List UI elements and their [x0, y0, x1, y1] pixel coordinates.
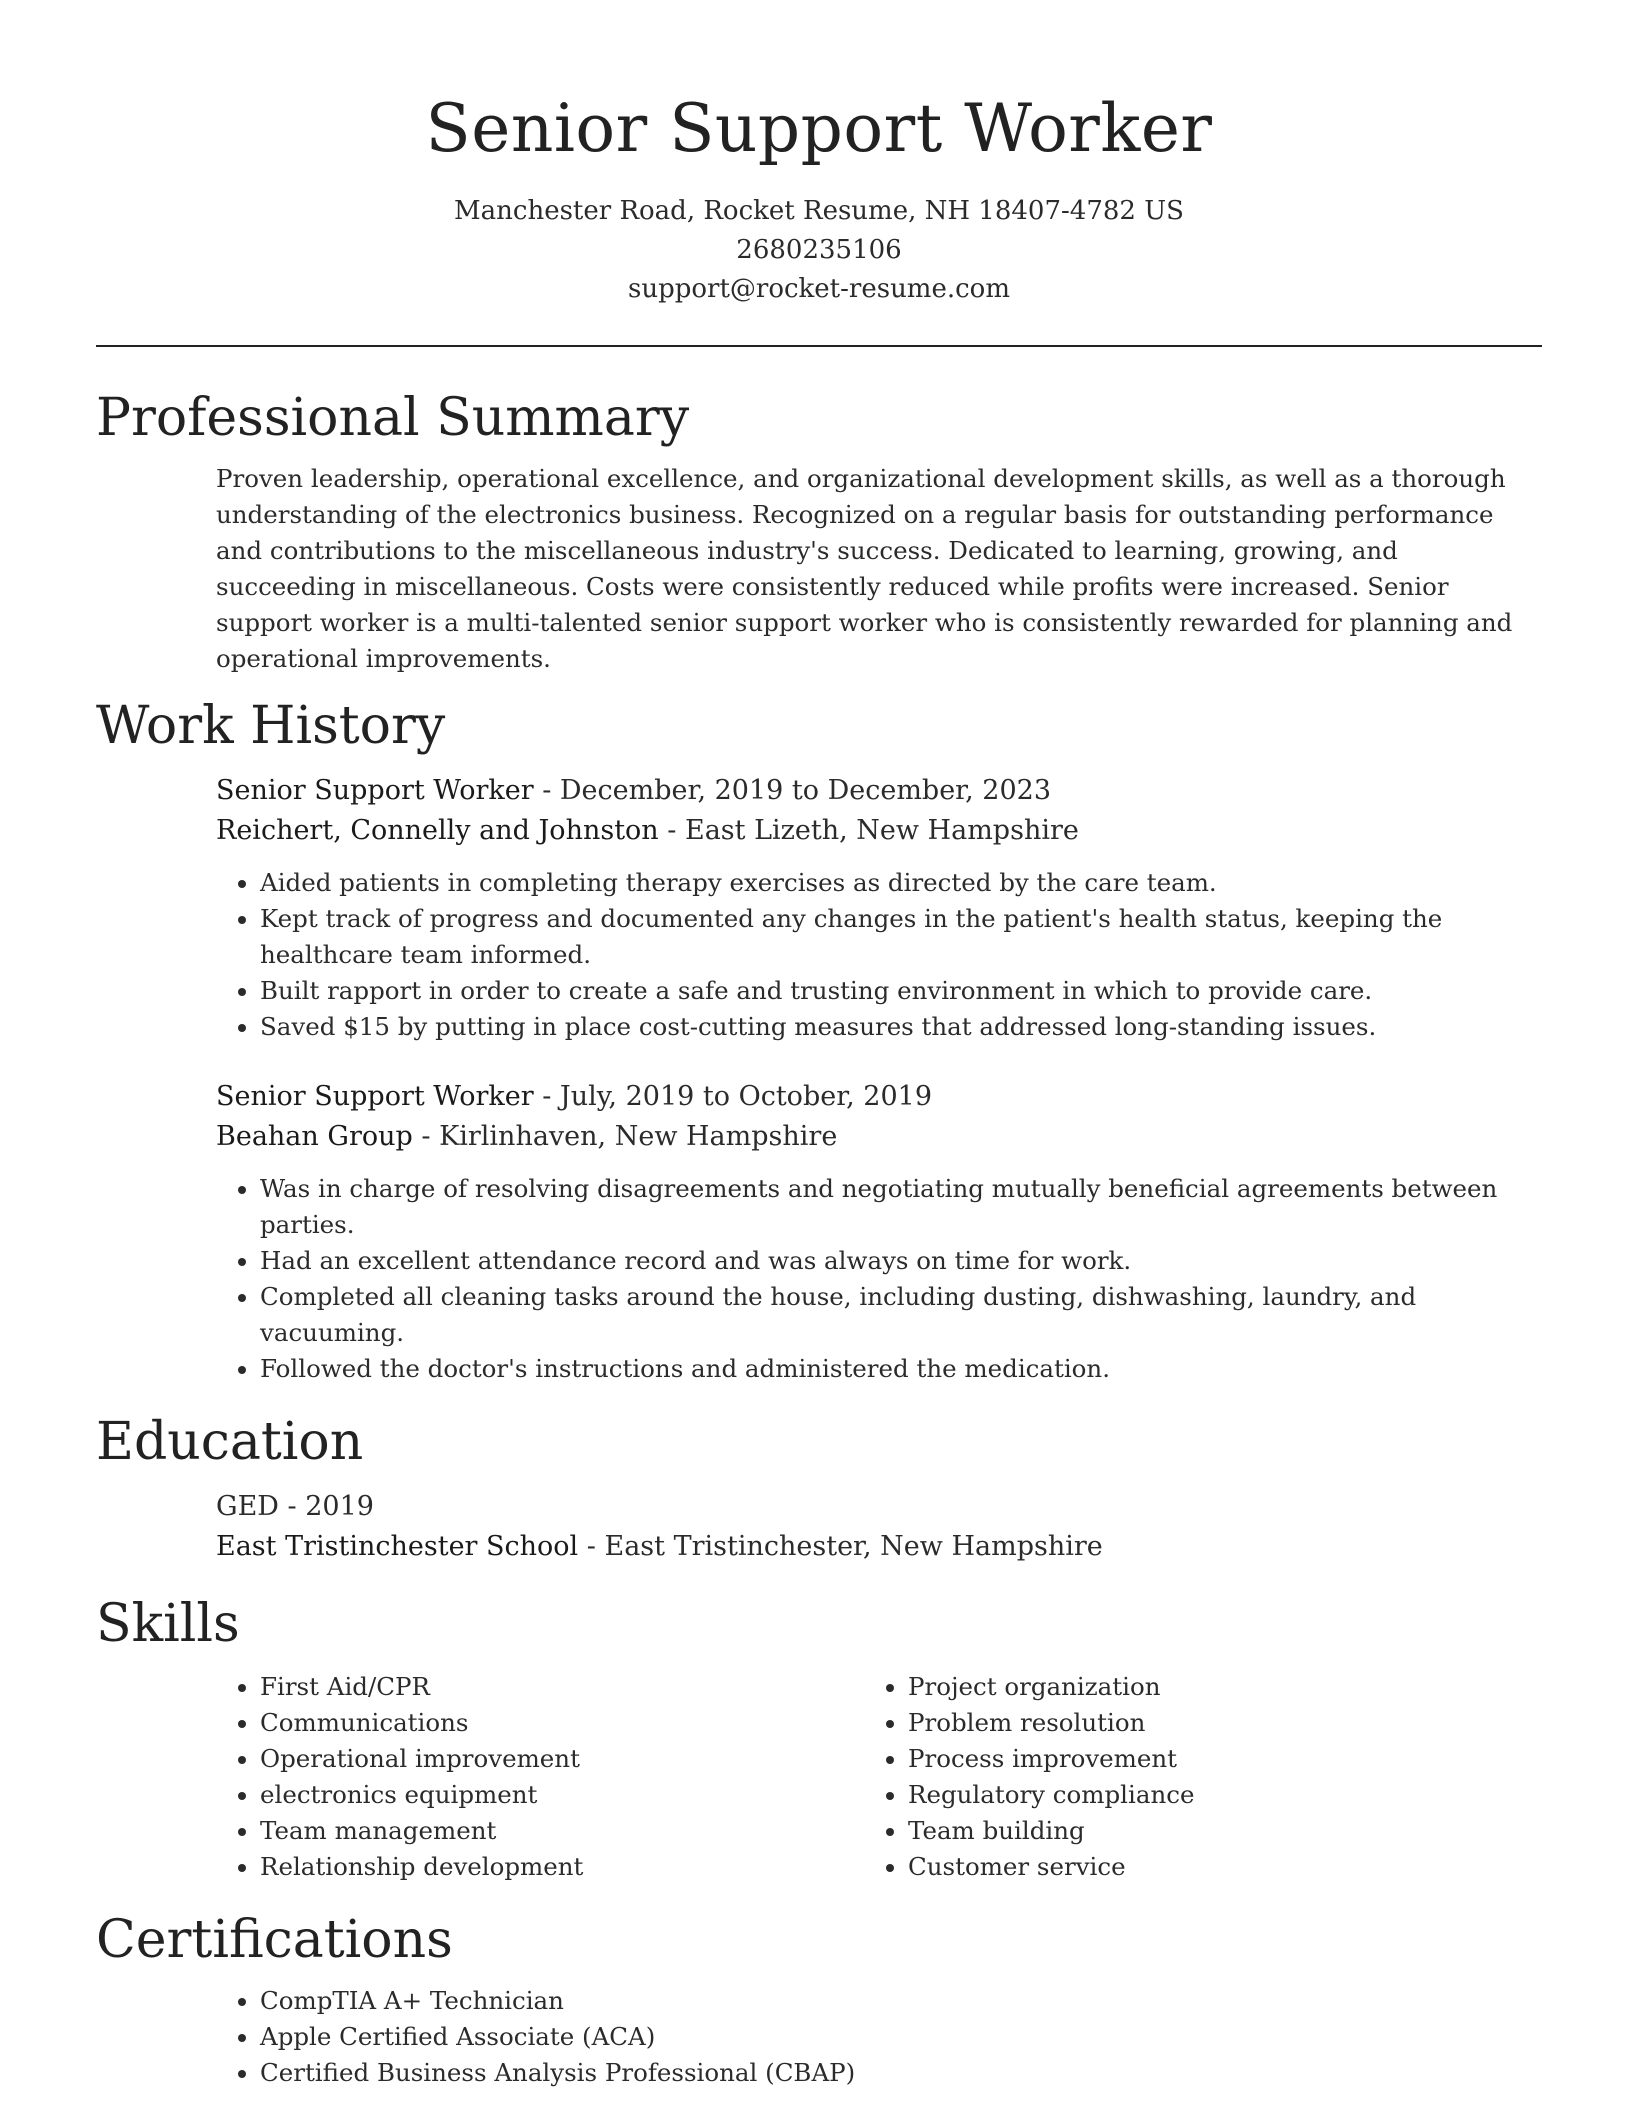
- header-divider: [96, 345, 1542, 347]
- skill-item: • Team management: [260, 1813, 864, 1849]
- skill-item: • Customer service: [908, 1849, 1512, 1885]
- section-title-summary: Professional Summary: [96, 388, 690, 448]
- skills-column-left: [216, 1669, 864, 1885]
- skill-item: • Relationship development: [260, 1849, 864, 1885]
- job-company: Beahan Group: [216, 1121, 413, 1152]
- job-title-line: [216, 771, 1542, 811]
- education-entry: [216, 1487, 1542, 1567]
- job-bullet: • Saved $15 by putting in place cost-cutting measures that addressed long-standing issues.: [260, 1009, 1542, 1045]
- job-role: Senior Support Worker: [216, 775, 534, 806]
- job-dates: - July, 2019 to October, 2019: [533, 1081, 933, 1112]
- certifications-list: [216, 1983, 1542, 2091]
- contact-block: [96, 192, 1542, 309]
- skill-item: • Project organization: [908, 1669, 1512, 1705]
- job-company: Reichert, Connelly and Johnston: [216, 815, 659, 846]
- job-bullets: [216, 1171, 1542, 1387]
- section-title-work-history: Work History: [96, 696, 446, 756]
- resume-name: Senior Support Worker: [425, 90, 1213, 167]
- education-school: East Tristinchester School: [216, 1531, 579, 1562]
- job-bullet: • Kept track of progress and documented any changes in the patient's health status, keeping the healthcare team informed.: [260, 901, 1542, 973]
- section-title-education: Education: [96, 1412, 364, 1472]
- skill-item: • Operational improvement: [260, 1741, 864, 1777]
- job-dates: - December, 2019 to December, 2023: [533, 775, 1052, 806]
- skill-item: • electronics equipment: [260, 1777, 864, 1813]
- contact-email: support@rocket-resume.com: [627, 274, 1010, 304]
- job-bullet: • Aided patients in completing therapy exercises as directed by the care team.: [260, 865, 1542, 901]
- job-title-line: [216, 1077, 1542, 1117]
- skill-item: • Team building: [908, 1813, 1512, 1849]
- certification-item: • Apple Certified Associate (ACA): [260, 2019, 1542, 2055]
- skill-item: • Communications: [260, 1705, 864, 1741]
- education-location: - East Tristinchester, New Hampshire: [578, 1531, 1103, 1562]
- skill-item: • Problem resolution: [908, 1705, 1512, 1741]
- resume-page: [96, 0, 1542, 2091]
- education-school-line: [216, 1527, 1542, 1567]
- job-bullet: • Built rapport in order to create a safe and trusting environment in which to provide care.: [260, 973, 1542, 1009]
- job-bullet: • Had an excellent attendance record and was always on time for work.: [260, 1243, 1542, 1279]
- education-degree: GED - 2019: [216, 1491, 374, 1522]
- job-bullet: • Completed all cleaning tasks around the house, including dusting, dishwashing, laundry, and vacuuming.: [260, 1279, 1542, 1351]
- job-location: - East Lizeth, New Hampshire: [658, 815, 1079, 846]
- job-bullet: • Followed the doctor's instructions and administered the medication.: [260, 1351, 1542, 1387]
- summary-text: Proven leadership, operational excellence, and organizational development skills, as well as a thorough understanding of the electronics business. Recognized on a regular basis for outstanding performance and contributions to the miscellaneous industry's success. Dedicated to learning, growing, and succeeding in miscellaneous. Costs were consistently reduced while profits were increased. Senior support worker is a multi-talented senior support worker who is consistently rewarded for planning and operational improvements.: [216, 464, 1513, 673]
- certification-item: • CompTIA A+ Technician: [260, 1983, 1542, 2019]
- skill-item: • Regulatory compliance: [908, 1777, 1512, 1813]
- job-location: - Kirlinhaven, New Hampshire: [412, 1121, 838, 1152]
- job-bullet: • Was in charge of resolving disagreements and negotiating mutually beneficial agreements between parties.: [260, 1171, 1542, 1243]
- certification-bullets: [216, 1983, 1542, 2091]
- skill-item: • First Aid/CPR: [260, 1669, 864, 1705]
- skill-item: • Process improvement: [908, 1741, 1512, 1777]
- job-company-line: [216, 1117, 1542, 1157]
- section-title-skills: Skills: [96, 1594, 240, 1654]
- job-role: Senior Support Worker: [216, 1081, 534, 1112]
- contact-phone: 2680235106: [736, 235, 902, 265]
- section-title-certifications: Certifications: [96, 1910, 453, 1970]
- job-bullets: [216, 865, 1542, 1045]
- certification-item: • Certified Business Analysis Professional (CBAP): [260, 2055, 1542, 2091]
- job-entry: [216, 771, 1542, 1045]
- skills-column-right: [864, 1669, 1512, 1885]
- skills-bullets-right: [864, 1669, 1512, 1885]
- job-entry: [216, 1077, 1542, 1387]
- contact-address: Manchester Road, Rocket Resume, NH 18407-4782 US: [454, 196, 1184, 226]
- job-company-line: [216, 811, 1542, 851]
- skills-bullets-left: [216, 1669, 864, 1885]
- skills-list: [216, 1669, 1542, 1885]
